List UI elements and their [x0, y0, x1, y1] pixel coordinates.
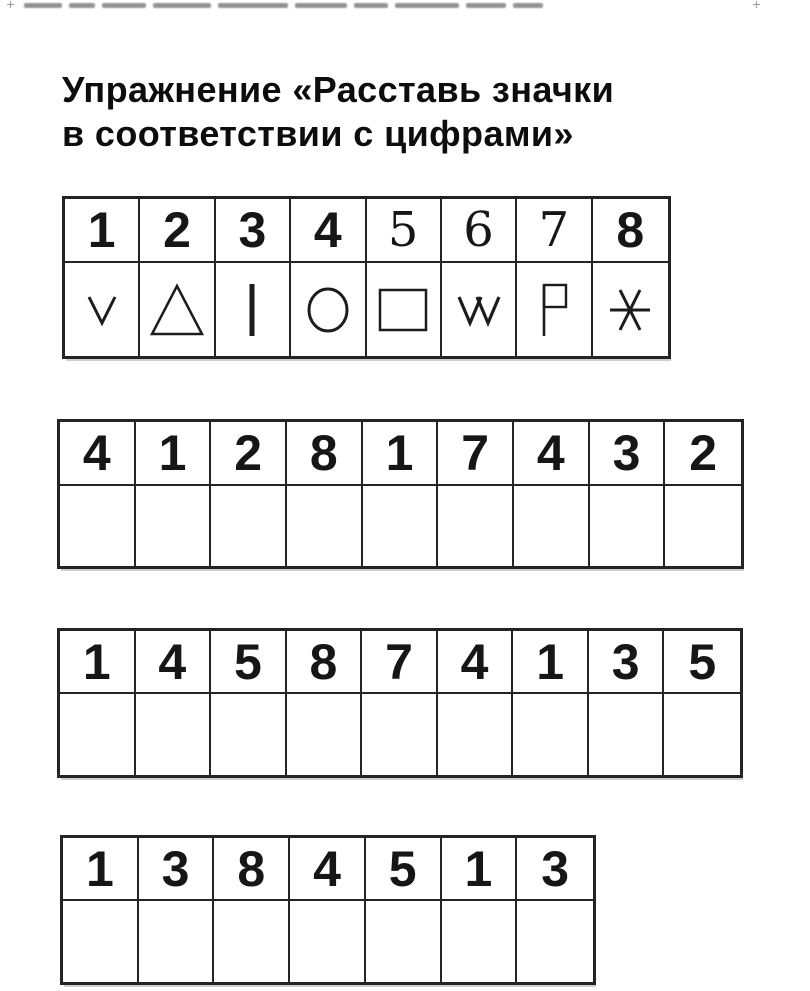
vertical-bar-icon [246, 281, 258, 339]
exercise-number: 4 [460, 633, 489, 690]
page-title-line1: Упражнение «Расставь значки [62, 69, 615, 110]
key-number: 7 [538, 202, 570, 258]
exercise-number: 5 [688, 633, 717, 690]
exercise-table-3 [60, 835, 596, 985]
exercise-number: 1 [385, 425, 414, 481]
key-symbol-cell [65, 263, 140, 356]
symbol-key-table [62, 196, 671, 359]
exercise-number: 3 [161, 840, 190, 897]
answer-cell [60, 694, 136, 775]
exercise-number: 3 [611, 633, 640, 690]
asterisk-icon [606, 286, 654, 334]
exercise-table-2 [57, 628, 743, 778]
answer-cell [362, 694, 438, 775]
key-symbol-cell [140, 263, 215, 356]
exercise-number: 2 [234, 425, 263, 481]
exercise-number: 4 [536, 425, 565, 481]
answer-cell [517, 901, 593, 982]
exercise-number: 1 [158, 425, 187, 481]
answer-cell [438, 486, 514, 566]
exercise-number: 4 [158, 633, 187, 690]
answer-cell [136, 694, 212, 775]
answer-cell [139, 901, 215, 982]
answer-cell [589, 694, 665, 775]
exercise-number: 3 [612, 425, 641, 481]
exercise-number: 8 [309, 425, 338, 481]
right-margin-mark: + [752, 0, 762, 11]
key-symbol-cell [291, 263, 366, 356]
answer-cell [211, 486, 287, 566]
exercise-number: 1 [82, 633, 111, 690]
exercise-number: 2 [689, 425, 718, 481]
v-check-icon [82, 293, 122, 327]
exercise-number: 1 [85, 840, 114, 897]
exercise-number: 4 [313, 840, 341, 897]
exercise-number: 3 [541, 840, 570, 897]
exercise-number: 7 [385, 633, 413, 690]
answer-cell [363, 486, 439, 566]
answer-cell [211, 694, 287, 775]
exercise-number: 8 [309, 633, 338, 690]
key-symbol-cell [442, 263, 517, 356]
page-title [62, 68, 614, 156]
answer-cell [366, 901, 442, 982]
answer-cell [513, 694, 589, 775]
key-number: 1 [87, 202, 116, 258]
triangle-icon [148, 282, 206, 338]
key-number: 2 [163, 202, 191, 258]
double-v-w-icon [455, 293, 503, 327]
answer-cell [60, 486, 136, 566]
exercise-number: 8 [237, 840, 266, 897]
key-number: 6 [463, 202, 494, 258]
circle-icon [306, 286, 350, 334]
answer-cell [664, 694, 740, 775]
key-number: 5 [387, 202, 419, 258]
key-symbol-cell [593, 263, 668, 356]
exercise-number: 5 [388, 840, 417, 897]
left-margin-mark: + [6, 0, 16, 11]
exercise-table-1 [57, 419, 744, 569]
answer-cell [665, 486, 741, 566]
exercise-number: 4 [82, 425, 111, 481]
flag-icon [535, 282, 573, 338]
answer-cell [442, 901, 518, 982]
page-title-line2: в соответствии с цифрами» [62, 113, 574, 154]
key-symbol-cell [367, 263, 442, 356]
key-symbol-cell [517, 263, 592, 356]
key-symbol-cell [216, 263, 291, 356]
answer-cell [290, 901, 366, 982]
answer-cell [438, 694, 514, 775]
exercise-number: 1 [464, 840, 493, 897]
illegible-header-text [24, 3, 543, 8]
exercise-number: 1 [536, 633, 564, 690]
answer-cell [287, 486, 363, 566]
answer-cell [590, 486, 666, 566]
key-number: 8 [616, 202, 645, 258]
answer-cell [214, 901, 290, 982]
key-number: 4 [313, 202, 342, 258]
answer-cell [63, 901, 139, 982]
answer-cell [514, 486, 590, 566]
exercise-number: 5 [233, 633, 262, 690]
square-icon [377, 287, 429, 333]
key-number: 3 [238, 202, 267, 258]
answer-cell [287, 694, 363, 775]
answer-cell [136, 486, 212, 566]
exercise-number: 7 [461, 425, 490, 481]
